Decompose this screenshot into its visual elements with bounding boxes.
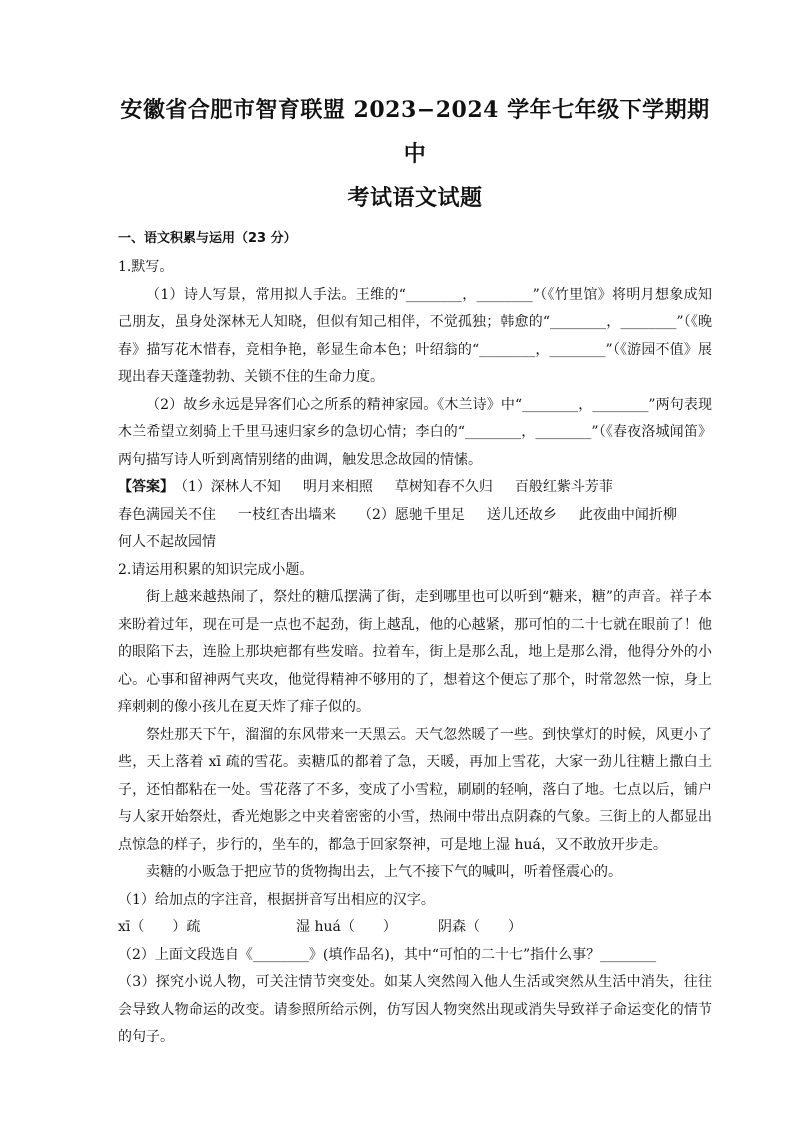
answer-item: （1）深林人不知: [174, 479, 281, 495]
answer-item: 草树知春不久归: [394, 479, 493, 495]
question-2-sub-3: （3）探究小说人物，可关注情节突变处。如某人突然闯入他人生活或突然从生活中消失，往往会导致人物命运的改变。请参照所给示例，仿写因人物突然出现或消失导致祥子命运变化的情节的句子。: [118, 974, 712, 1045]
passage-paragraph-1: 街上越来越热闹了，祭灶的糖瓜摆满了街，走到哪里也可以听到“糖来，糖”的声音。祥子本来盼着过年，现在可是一点也不起劲，街上越乱，他的心越紧，那可怕的二十七就在眼前了！他的眼陷下去，连脸上那块疤都有些发暗。拉着车，街上是那么乱，地上是那么滑，他得分外的小心。心事和留神两气夹攻，他觉得精神不够用的了，想着这个便忘了那个，时常忽然一惊，身上痒刺刺的像小孩儿在夏天炸了痱子似的。: [118, 589, 712, 715]
answer-item: 百般红紫斗芳菲: [514, 479, 613, 495]
answer-item: 明月来相照: [302, 479, 373, 495]
pinyin-item: 湿 huá（ ）: [296, 919, 397, 935]
page-title: [118, 88, 712, 220]
passage-paragraph-2: 祭灶那天下午，溜溜的东风带来一天黑云。天气忽然暖了一些。到快掌灯的时候，风更小了些，天上落着 xī 疏的雪花。卖糖瓜的都着了急，天暖，再加上雪花，大家一劲儿往糖上撒白土子，还怕都粘在一处。雪花落了不多，变成了小雪粒，刷刷的轻响，落白了地。七点以后，铺户与人家开始祭灶，香光炮影之中夹着密密的小雪，热闹中带出点阴森的气象。三街上的人都显出点惊急的样子，步行的，坐车的，都急于回家祭神，可是地上湿 huá，又不敢放开步走。: [118, 726, 712, 853]
pinyin-item: 阴森（ ）: [438, 919, 522, 935]
section-heading-1: 一、语文积累与运用（23 分）: [118, 231, 297, 246]
question-1-part-2: （2）故乡永远是异客们心之所系的精神家园。《木兰诗》中“________，________”两句表现木兰希望立刻骑上千里马速归家乡的急切心情；李白的“________，________”（《春夜洛城闻笛》两句描写诗人听到离情别绪的曲调，触发思念故园的情愫。: [118, 396, 712, 468]
answer-item: 送儿还故乡: [486, 506, 557, 523]
pinyin-row: [118, 914, 712, 942]
answer-item: （2）愿驰千里足: [358, 506, 465, 523]
answer-item: 春色满园关不住: [118, 506, 216, 523]
question-1-stem: 1.默写。: [118, 259, 174, 275]
question-2-sub-1: （1）给加点的字注音，根据拼音写出相应的汉字。: [118, 891, 435, 908]
question-1-part-1: （1）诗人写景，常用拟人手法。王维的“________，________”（《竹里馆》将明月想象成知己朋友，虽身处深林无人知晓，但似有知己相伴，不觉孤独；韩愈的“________，________”（《晚春》描写花木惜春，竞相争艳，彰显生命本色；叶绍翁的“________，________”（《游园不值》展现出春天蓬蓬勃勃、关锁不住的生命力度。: [118, 286, 712, 385]
answer-item: 何人不起故园情: [118, 534, 216, 550]
pinyin-item: xī（ ）疏: [118, 919, 201, 935]
answer-tag: 【答案】: [118, 479, 174, 495]
title-line-2: 考试语文试题: [347, 185, 483, 211]
answer-item: 此夜曲中闻折柳: [578, 506, 677, 523]
answer-item: 一枝红杏出墙来: [238, 506, 336, 523]
passage-paragraph-3: 卖糖的小贩急于把应节的货物掏出去，上气不接下气的喊叫，听着怪震心的。: [146, 864, 622, 880]
title-line-1: 安徽省合肥市智育联盟 2023−2024 学年七年级下学期期中: [120, 97, 710, 167]
question-2-sub-2: （2）上面文段选自《________》(填作品名)，其中“可怕的二十七”指什么事？________: [118, 946, 657, 963]
question-1-answer: [118, 474, 712, 557]
question-2-stem: 2.请运用积累的知识完成小题。: [118, 561, 314, 578]
